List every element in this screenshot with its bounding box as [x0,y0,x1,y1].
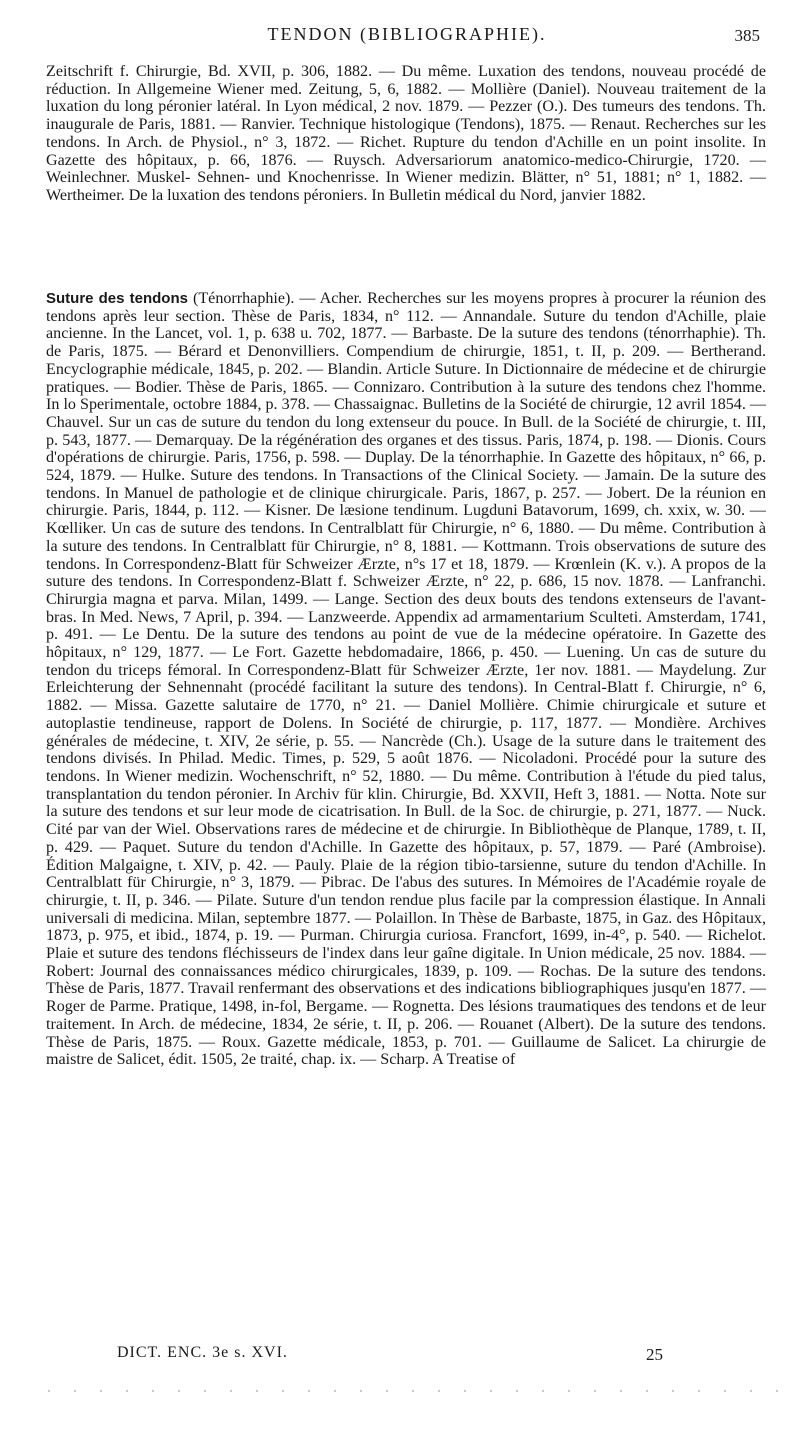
bleed-through-dots [36,1388,780,1394]
bibliography-suture-section [46,290,766,1069]
bibliography-continued [46,63,766,205]
section-heading: Suture des tendons [46,290,188,307]
running-title: TENDON (BIBLIOGRAPHIE). [267,24,547,44]
bibliography-paragraph [46,290,766,1069]
bibliography-paragraph: Zeitschrift f. Chirurgie, Bd. XVII, p. 306, 1882. — Du même. Luxation des tendons, nouveau procédé de réduction. In Allgemeine Wiener med. Zeitung, 5, 6, 1882. — Mollière (Daniel). Nouveau traitement de la luxation du long péronier latéral. In Lyon médical, 2 nov. 1879. — Pezzer (O.). Des tumeurs des tendons. Th. inaugurale de Paris, 1881. — Ranvier. Technique histologique (Tendons), 1875. — Renaut. Recherches sur les tendons. In Arch. de Physiol., n° 3, 1872. — Richet. Rupture du tendon d'Achille en un point insolite. In Gazette des hôpitaux, p. 66, 1876. — Ruysch. Adversariorum anatomico-medico-Chirurgie, 1720. — Weinlechner. Muskel- Sehnen- und Knochenrisse. In Wiener medizin. Blätter, n° 51, 1881; n° 1, 1882. — Wertheimer. De la luxation des tendons péroniers. In Bulletin médical du Nord, janvier 1882. [46,63,766,204]
signature-mark: DICT. ENC. 3e s. XVI. [117,1344,288,1361]
page-header [44,24,770,50]
sheet-number: 25 [646,1345,663,1364]
section-text: (Ténorrhaphie). — Acher. Recherches sur les moyens propres à procurer la réunion des tendons après leur section. Thèse de Paris, 1834, n° 112. — Annandale. Suture du tendon d'Achille, plaie ancienne. In the Lancet, vol. 1, p. 638 u. 702, 1877. — Barbaste. De la suture des tendons (ténorrhaphie). Th. de Paris, 1875. — Bérard et Denonvilliers. Compendium de chirurgie, 1851, t. II, p. 209. — Bertherand. Encyclographie médicale, 1845, p. 202. — Blandin. Article Suture. In Dictionnaire de médecine et de chirurgie pratiques. — Bodier. Thèse de Paris, 1865. — Connizaro. Contribution à la suture des tendons chez l'homme. In lo Sperimentale, octobre 1884, p. 378. — Chassaignac. Bulletins de la Société de chirurgie, 12 avril 1854. — Chauvel. Sur un cas de suture du tendon du long extenseur du pouce. In Bull. de la Société de chirurgie, t. III, p. 543, 1877. — Demarquay. De la régénération des organes et des tissus. Paris, 1874, p. 198. — Dionis. Cours d'opérations de chirurgie. Paris, 1756, p. 598. — Duplay. De la ténorrhaphie. In Gazette des hôpitaux, n° 66, p. 524, 1879. — Hulke. Suture des tendons. In Transactions of the Clinical Society. — Jamain. De la suture des tendons. In Manuel de pathologie et de clinique chirurgicale. Paris, 1867, p. 257. — Jobert. De la réunion en chirurgie. Paris, 1844, p. 112. — Kisner. De læsione tendinum. Lugduni Batavorum, 1699, ch. xxix, w. 30. — Kœlliker. Un cas de suture des tendons. In Centralblatt für Chirurgie, n° 6, 1880. — Du même. Contribution à la suture des tendons. In Centralblatt für Chirurgie, n° 8, 1881. — Kottmann. Trois observations de suture des tendons. In Correspondenz-Blatt für Schweizer Ærzte, n°s 17 et 18, 1879. — Krœnlein (K. v.). A propos de la suture des tendons. In Correspondenz-Blatt f. Schweizer Ærzte, n° 22, p. 686, 15 nov. 1878. — Lanfranchi. Chirurgia magna et parva. Milan, 1499. — Lange. Section des deux bouts des tendons extenseurs de l'avant-bras. In Med. News, 7 April, p. 394. — Lanzweerde. Appendix ad armamentarium Sculteti. Amsterdam, 1741, p. 491. — Le Dentu. De la suture des tendons au point de vue de la médecine opératoire. In Gazette des hôpitaux, n° 129, 1877. — Le Fort. Gazette hebdomadaire, 1866, p. 450. — Luening. Un cas de suture du tendon du triceps fémoral. In Correspondenz-Blatt für Schweizer Ærzte, 1er nov. 1881. — Maydelung. Zur Erleichterung der Sehnennaht (procédé facilitant la suture des tendons). In Central-Blatt f. Chirurgie, n° 6, 1882. — Missa. Gazette salutaire de 1770, n° 21. — Daniel Mollière. Chimie chirurgicale et suture et autoplastie tendineuse, rapport de Dolens. In Société de chirurgie, p. 117, 1877. — Mondière. Archives générales de médecine, t. XIV, 2e série, p. 55. — Nancrède (Ch.). Usage de la suture dans le traitement des tendons divisés. In Philad. Medic. Times, p. 529, 5 août 1876. — Nicoladoni. Procédé pour la suture des tendons. In Wiener medizin. Wochenschrift, n° 52, 1880. — Du même. Contribution à l'étude du pied talus, transplantation du tendon péronier. In Archiv für klin. Chirurgie, Bd. XXVII, Heft 3, 1881. — Notta. Note sur la suture des tendons et sur leur mode de cicatrisation. In Bull. de la Soc. de chirurgie, p. 271, 1877. — Nuck. Cité par van der Wiel. Observations rares de médecine et de chirurgie. In Bibliothèque de Planque, 1789, t. II, p. 429. — Paquet. Suture du tendon d'Achille. In Gazette des hôpitaux, p. 57, 1879. — Paré (Ambroise). Édition Malgaigne, t. XIV, p. 42. — Pauly. Plaie de la région tibio-tarsienne, suture du tendon d'Achille. In Centralblatt für Chirurgie, n° 3, 1879. — Pibrac. De l'abus des sutures. In Mémoires de l'Académie royale de chirurgie, t. II, p. 346. — Pilate. Suture d'un tendon rendue plus facile par la compression élastique. In Annali universali di medicina. Milan, septembre 1877. — Polaillon. In Thèse de Barbaste, 1875, in Gaz. des Hôpitaux, 1873, p. 975, et ibid., 1874, p. 19. — Purman. Chirurgia curiosa. Francfort, 1699, in-4°, p. 540. — Richelot. Plaie et suture des tendons fléchisseurs de l'index dans leur gaîne digitale. In Union médicale, 25 nov. 1884. — Robert: Journal des connaissances médico chirurgicales, 1839, p. 109. — Rochas. De la suture des tendons. Thèse de Paris, 1877. Travail renfermant des observations et des indications bibliographiques jusqu'en 1877. — Roger de Parme. Pratique, 1498, in-fol, Bergame. — Rognetta. Des lésions traumatiques des tendons et de leur traitement. In Arch. de médecine, 1834, 2e série, t. II, p. 206. — Rouanet (Albert). De la suture des tendons. Thèse de Paris, 1875. — Roux. Gazette médicale, 1853, p. 701. — Guillaume de Salicet. La chirurgie de maistre de Salicet, édit. 1505, 2e traité, chap. ix. — Scharp. A Treatise of [46,290,766,1069]
page-number: 385 [734,26,760,45]
